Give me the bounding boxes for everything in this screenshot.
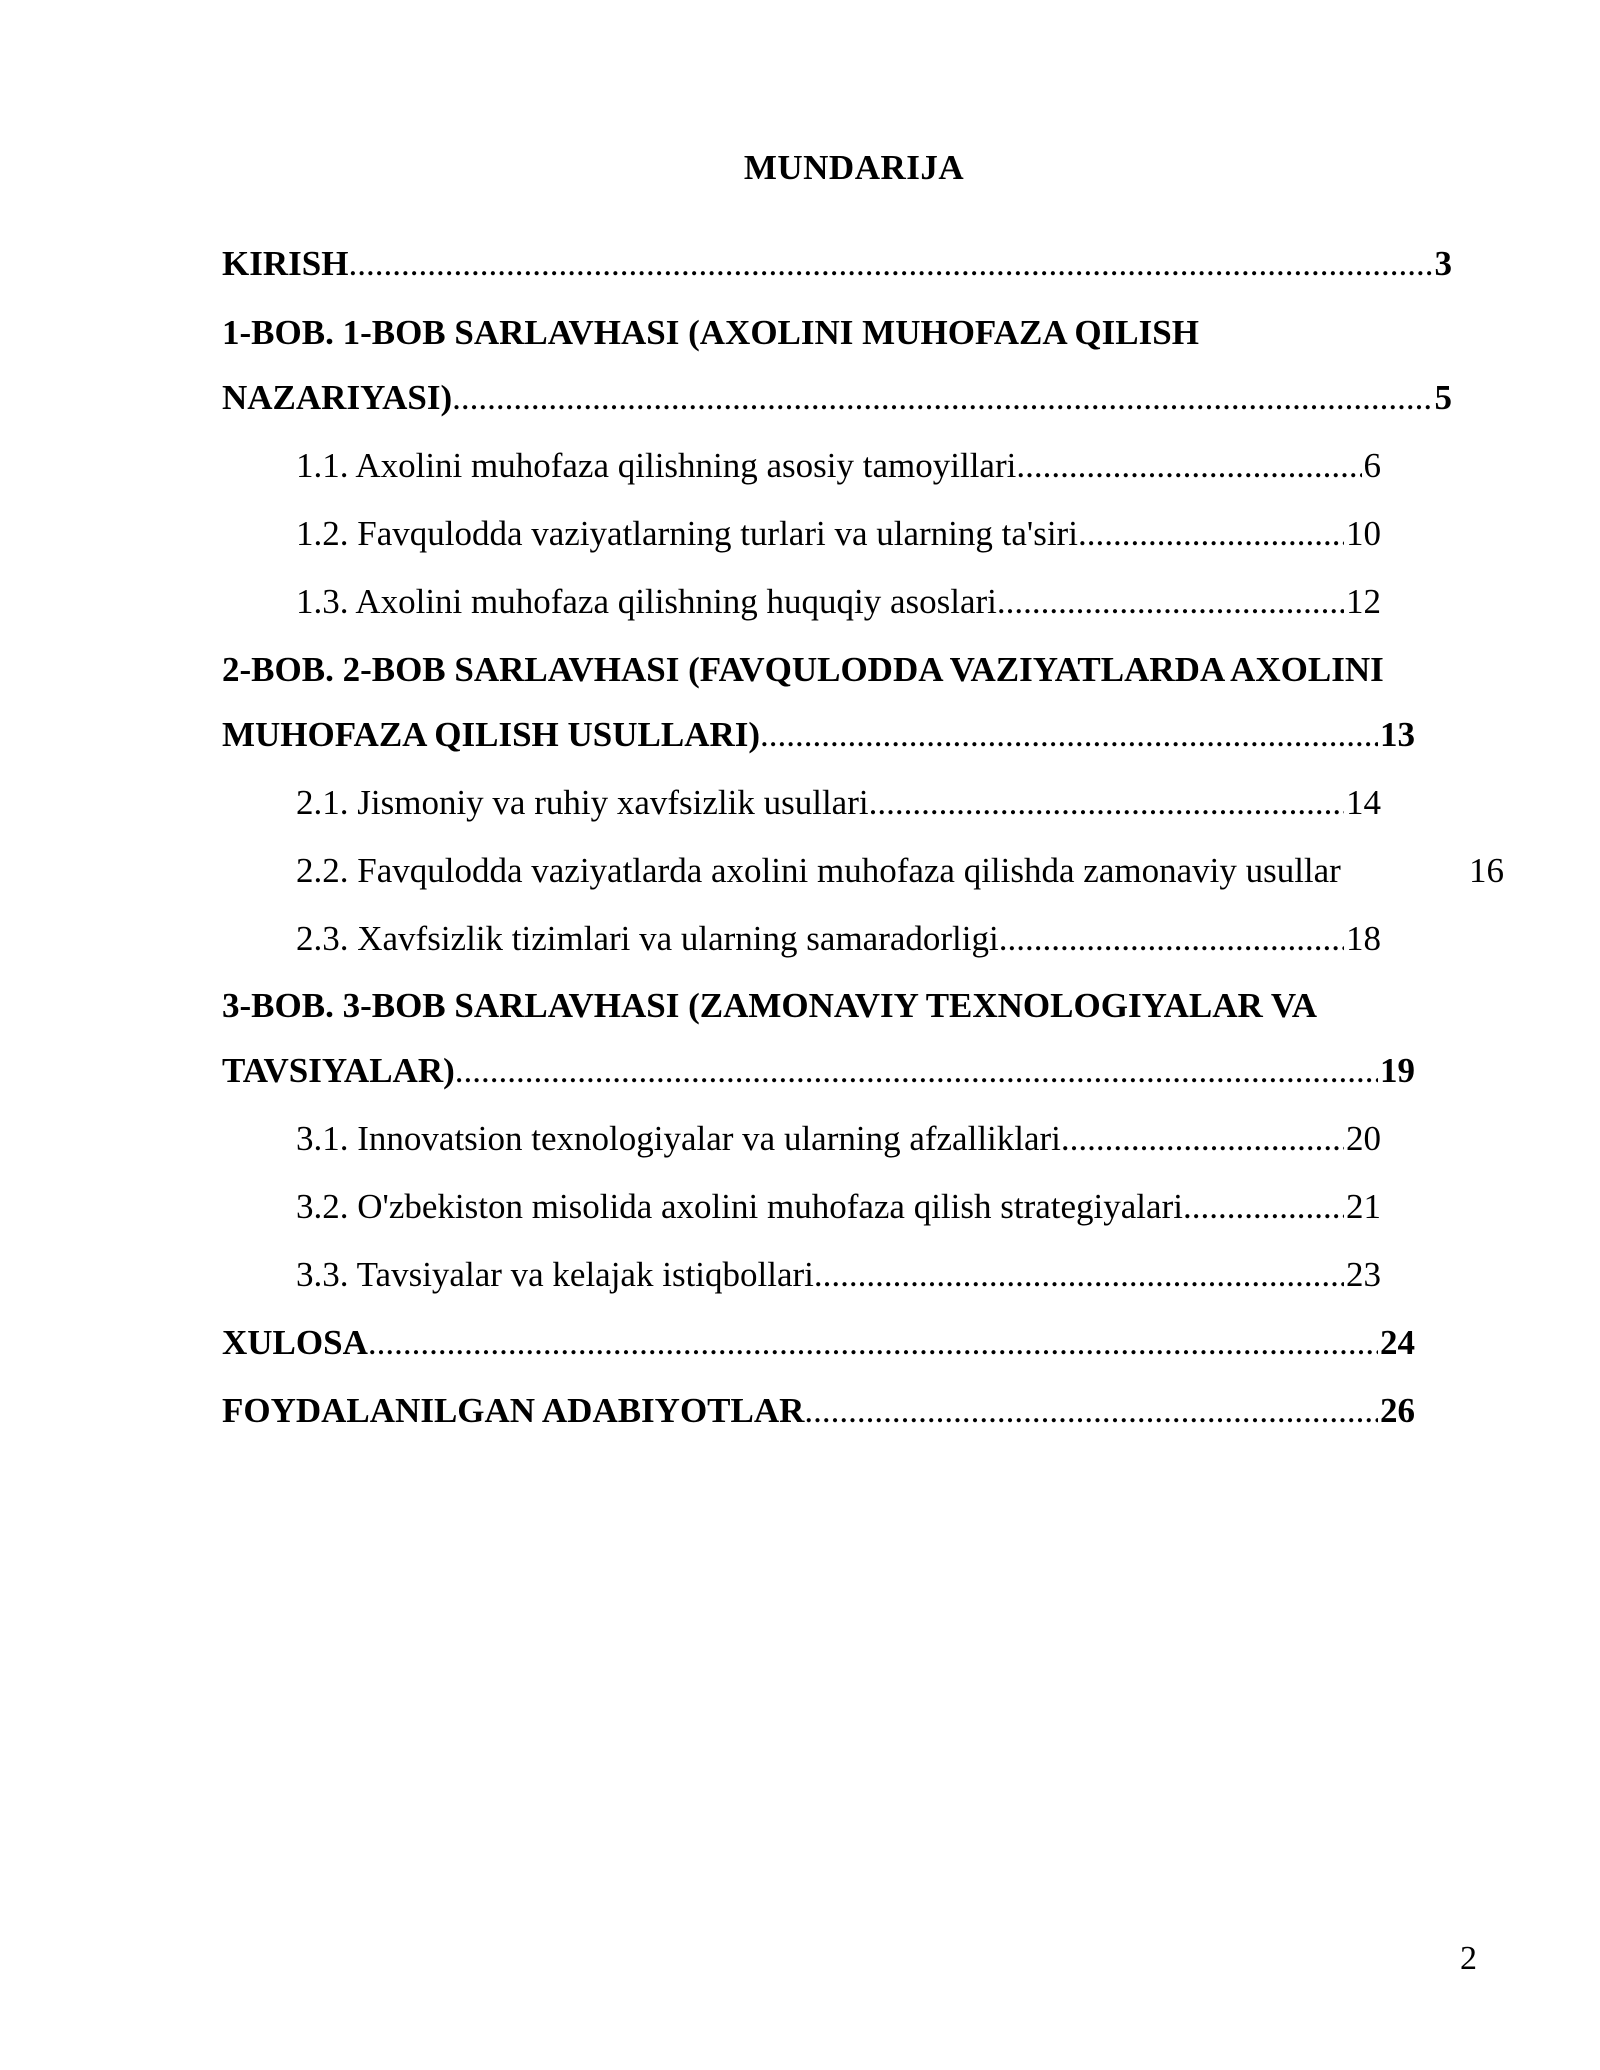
toc-page-number: 24 — [1380, 1323, 1415, 1362]
toc-entry-text: 1.3. Axolini muhofaza qilishning huquqiy asoslari — [296, 582, 997, 621]
toc-entry-text: 2.1. Jismoniy va ruhiy xavfsizlik usullari — [296, 783, 869, 822]
toc-entry-text: TAVSIYALAR) — [222, 1051, 455, 1090]
toc-page-number: 5 — [1434, 378, 1452, 417]
toc-entry-text: 1.2. Favqulodda vaziyatlarning turlari va ularning ta'siri — [296, 514, 1078, 553]
toc-page-number: 18 — [1346, 919, 1381, 958]
document-title: MUNDARIJA — [743, 148, 965, 187]
toc-entry-3-3 — [296, 1257, 1381, 1292]
toc-entry-text: FOYDALANILGAN ADABIYOTLAR — [222, 1391, 805, 1430]
toc-chapter-1-title: 1-BOB. 1-BOB SARLAVHASI (AXOLINI MUHOFAZA QILISH — [222, 313, 1199, 352]
toc-entry-chapter-1 — [222, 380, 1452, 415]
toc-page-number: 20 — [1346, 1119, 1381, 1158]
toc-leader-dots — [368, 1325, 1378, 1360]
toc-entry-text: XULOSA — [222, 1323, 368, 1362]
toc-leader-dots — [1016, 448, 1361, 483]
toc-entry-1-3 — [296, 584, 1381, 619]
toc-entry-text: NAZARIYASI) — [222, 378, 453, 417]
toc-page-number: 10 — [1346, 514, 1381, 553]
toc-entry-3-2 — [296, 1189, 1381, 1224]
toc-entry-adabiyotlar — [222, 1393, 1415, 1428]
toc-page-number: 6 — [1363, 446, 1381, 485]
toc-leader-dots — [452, 380, 1432, 415]
toc-page-number: 21 — [1346, 1187, 1381, 1226]
toc-leader-dots — [869, 785, 1344, 820]
toc-entry-text: 2.3. Xavfsizlik tizimlari va ularning samaradorligi — [296, 919, 999, 958]
toc-entry-text: 3.3. Tavsiyalar va kelajak istiqbollari — [296, 1255, 814, 1294]
toc-entry-2-2 — [296, 853, 1504, 888]
toc-page-number: 26 — [1380, 1391, 1415, 1430]
toc-chapter-2-title: 2-BOB. 2-BOB SARLAVHASI (FAVQULODDA VAZIYATLARDA AXOLINI — [222, 650, 1384, 689]
toc-entry-chapter-3 — [222, 1053, 1415, 1088]
toc-leader-dots — [348, 246, 1432, 281]
toc-page-number: 16 — [1469, 851, 1504, 890]
toc-page-number: 3 — [1434, 244, 1452, 283]
toc-entry-1-1 — [296, 448, 1381, 483]
toc-entry-3-1 — [296, 1121, 1381, 1156]
toc-entry-text: MUHOFAZA QILISH USULLARI) — [222, 715, 761, 754]
toc-page-number: 19 — [1380, 1051, 1415, 1090]
toc-entry-kirish — [222, 246, 1452, 281]
toc-page-number: 14 — [1346, 783, 1381, 822]
toc-entry-text: 2.2. Favqulodda vaziyatlarda axolini muhofaza qilishda zamonaviy usullar — [296, 851, 1341, 890]
toc-leader-dots — [804, 1393, 1378, 1428]
toc-entry-xulosa — [222, 1325, 1415, 1360]
toc-page-number: 12 — [1346, 582, 1381, 621]
toc-leader-dots — [1183, 1189, 1344, 1224]
toc-leader-dots — [997, 584, 1344, 619]
toc-chapter-3-title: 3-BOB. 3-BOB SARLAVHASI (ZAMONAVIY TEXNOLOGIYALAR VA — [222, 986, 1317, 1025]
toc-page-number: 23 — [1346, 1255, 1381, 1294]
toc-leader-dots — [1061, 1121, 1344, 1156]
toc-entry-text: 3.2. O'zbekiston misolida axolini muhofaza qilish strategiyalari — [296, 1187, 1183, 1226]
toc-entry-text: KIRISH — [222, 244, 349, 283]
toc-leader-dots — [760, 717, 1378, 752]
toc-entry-2-3 — [296, 921, 1381, 956]
toc-leader-dots — [999, 921, 1344, 956]
toc-entry-text: 1.1. Axolini muhofaza qilishning asosiy tamoyillari — [296, 446, 1017, 485]
toc-leader-dots — [814, 1257, 1344, 1292]
toc-entry-chapter-2 — [222, 717, 1415, 752]
toc-leader-dots — [455, 1053, 1378, 1088]
toc-entry-text: 3.1. Innovatsion texnologiyalar va ularning afzalliklari — [296, 1119, 1061, 1158]
toc-page-number: 13 — [1380, 715, 1415, 754]
page-number: 2 — [1460, 1940, 1477, 1977]
toc-leader-dots — [1078, 516, 1344, 551]
toc-entry-2-1 — [296, 785, 1381, 820]
toc-entry-1-2 — [296, 516, 1381, 551]
